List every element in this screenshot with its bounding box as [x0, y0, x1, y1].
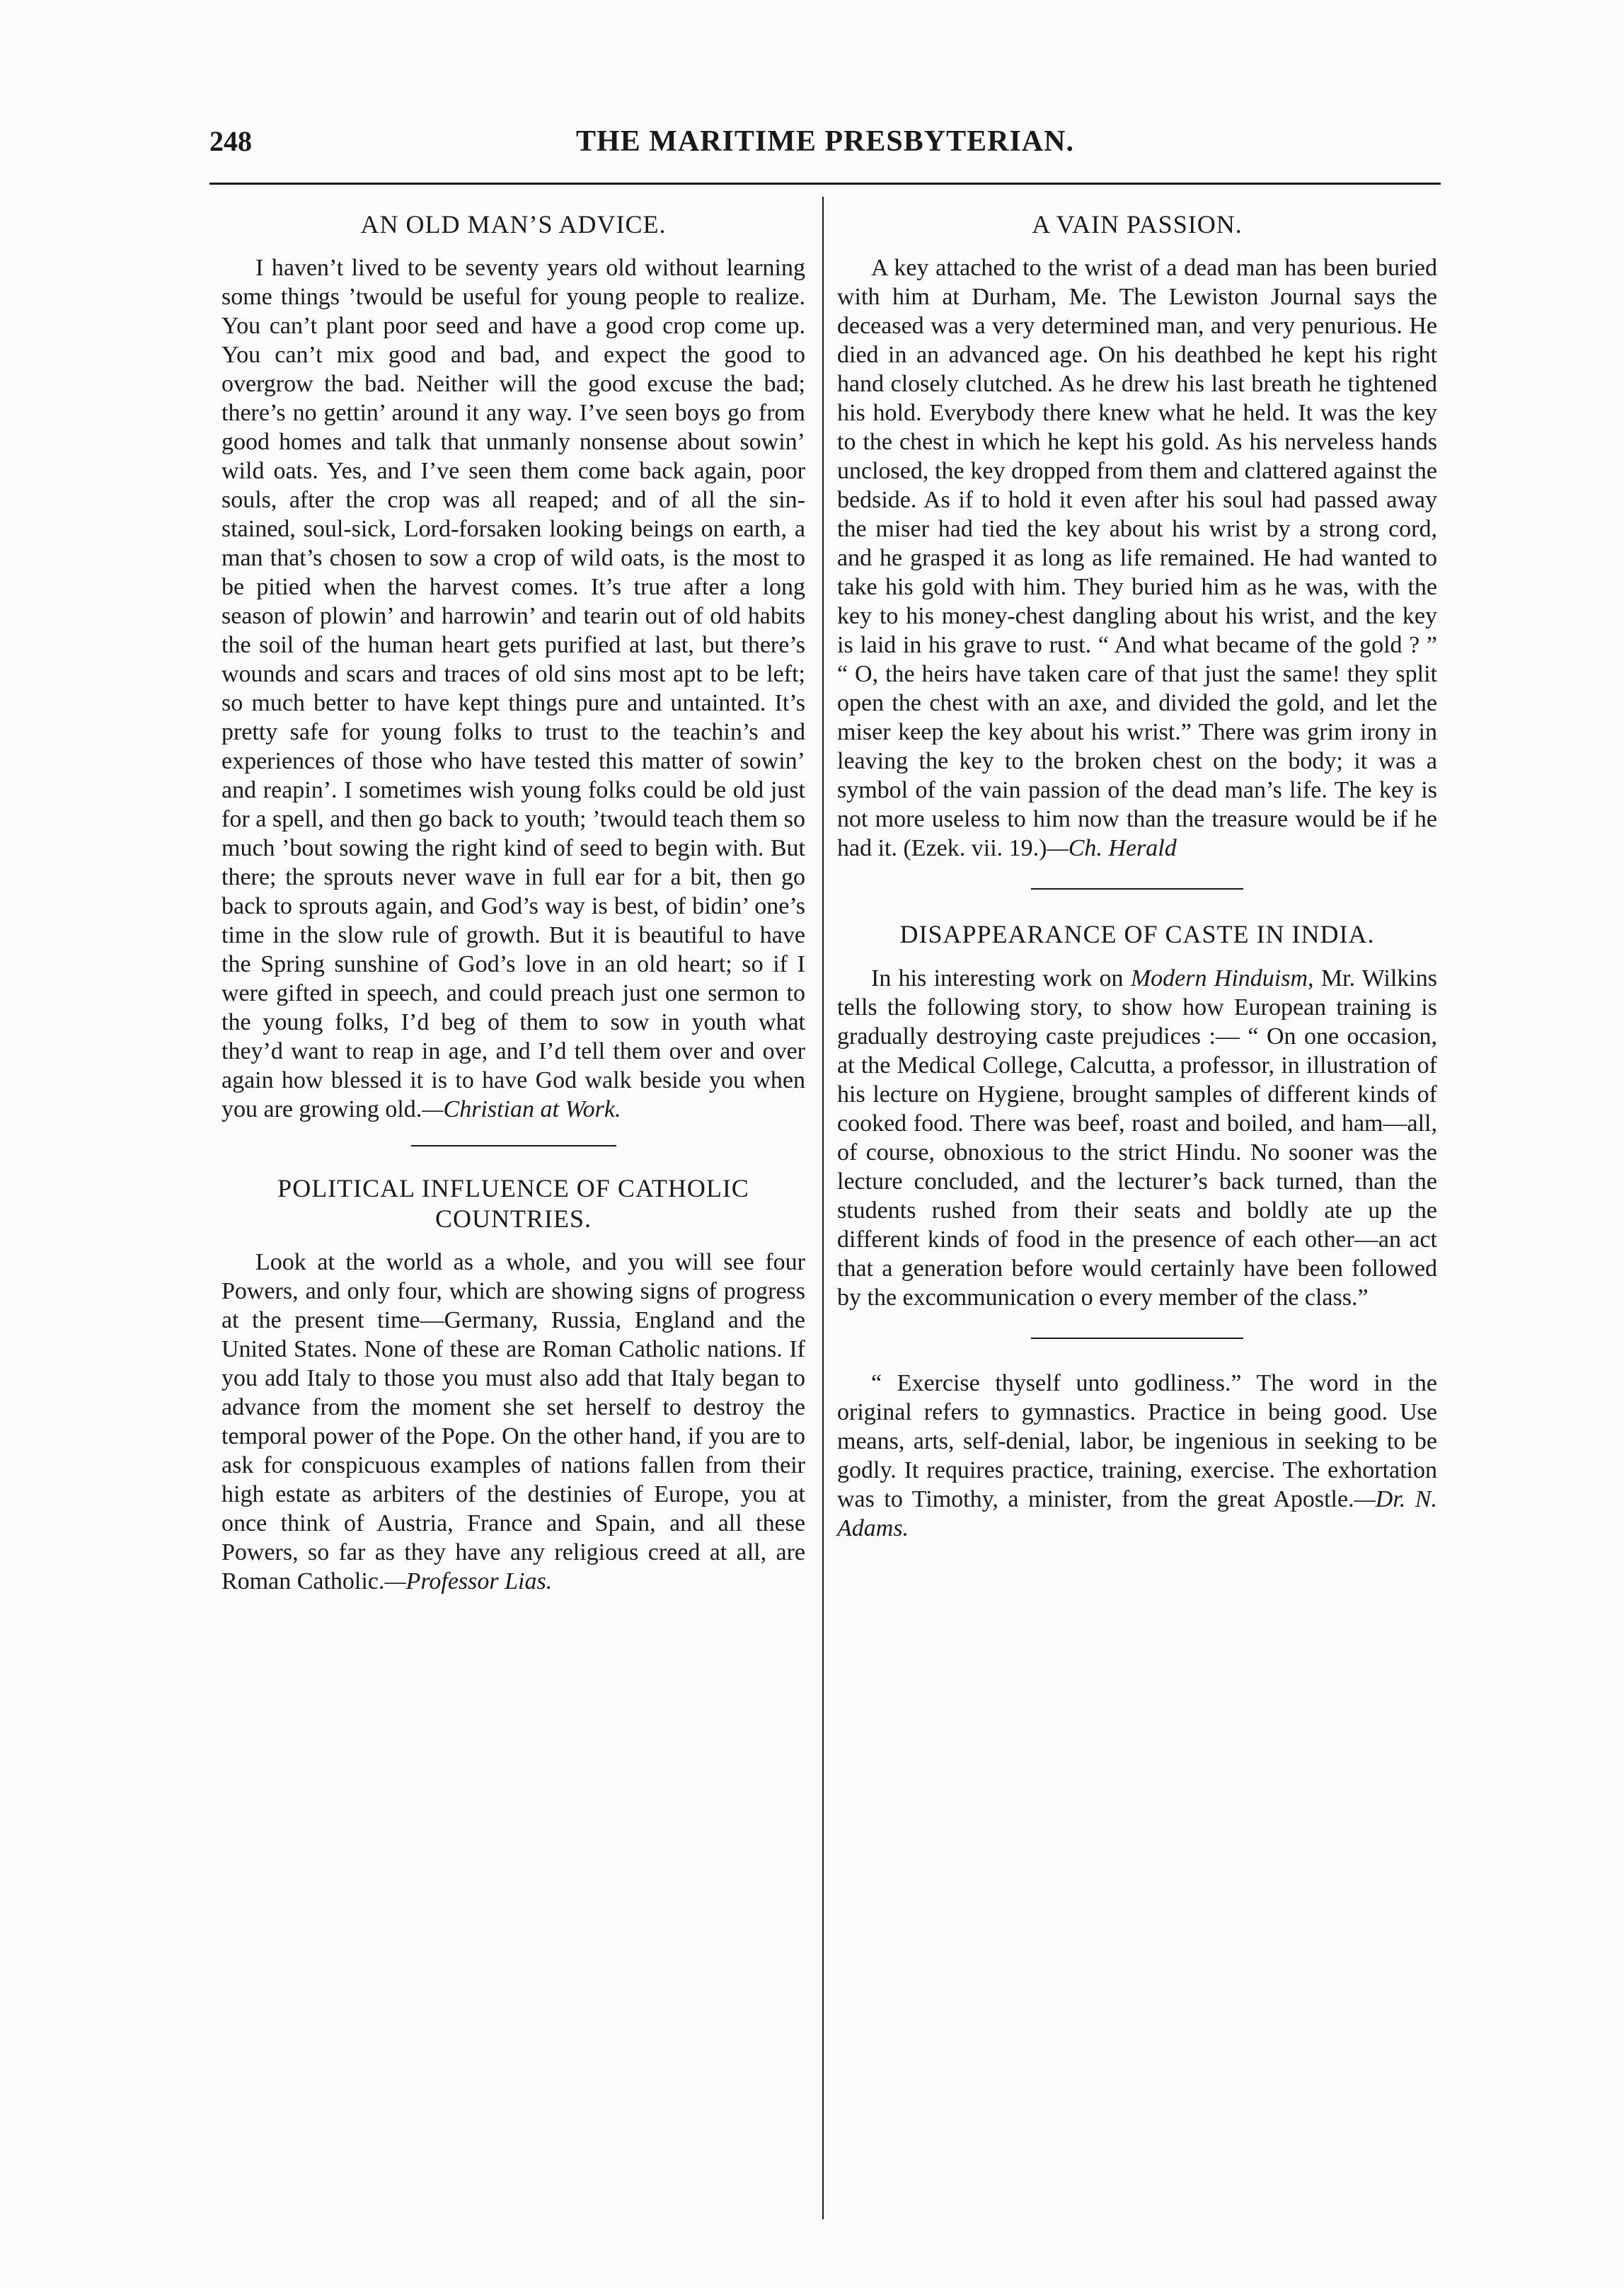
- article-disappearance-of-caste: [837, 919, 1437, 1311]
- running-title: THE MARITIME PRESBYTERIAN.: [576, 125, 1074, 158]
- section-rule: [411, 1145, 616, 1146]
- article-attribution: —Christian at Work.: [422, 1096, 621, 1123]
- column-divider: [822, 197, 824, 2219]
- article-attribution: —Professor Lias.: [384, 1568, 553, 1595]
- right-column: [837, 205, 1437, 1543]
- article-body: [837, 964, 1437, 1312]
- book-title: Modern Hinduism: [1130, 965, 1308, 991]
- article-text: “ Exercise thyself unto godliness.” The word in the original refers to gymnastics. Practice in being good. Use means, arts, self-denial, labor, be ingenious in seeking to be godly. It requires practice, training, exercise. The exhortation was to Timothy, a minister, from the great Apostle.: [837, 1369, 1437, 1512]
- article-text: A key attached to the wrist of a dead man has been buried with him at Durham, Me. The Lewiston Journal says the deceased was a very determined man, and very penurious. He died in an advanced age. On his deathbed he kept his right hand closely clutched. As he drew his last breath he tightened his hold. Everybody there knew what he held. It was the key to the chest in which he kept his gold. As his nerveless hands unclosed, the key dropped from them and clattered against the bedside. As if to hold it even after his soul had passed away the miser had tied the key about his wrist by a strong cord, and he grasped it as long as life remained. He had wanted to take his gold with him. They buried him as he was, with the key to his money-chest dangling about his wrist, and the key is laid in his grave to rust. “ And what became of the gold ? ” “ O, the heirs have taken care of that just the same! they split open the chest with an axe, and divided the gold, and let the miser keep the key about his wrist.” There was grim irony in leaving the key to the broken chest on the body; it was a symbol of the vain passion of the dead man’s life. The key is not more useless to him now than the treasure would be if he had it. (Ezek. vii. 19.): [837, 255, 1437, 862]
- article-title: POLITICAL INFLUENCE OF CATHOLIC COUNTRIES.: [277, 1174, 749, 1233]
- page-header: [209, 125, 1441, 167]
- header-rule: [209, 183, 1441, 185]
- article-text: Look at the world as a whole, and you will see four Powers, and only four, which are showing signs of progress at the present time—Germany, Russia, England and the United States. None of these are Roman Catholic nations. If you add Italy to those you must also add that Italy began to advance from the moment she set herself to destroy the temporal power of the Pope. On the other hand, if you are to ask for conspicuous examples of nations fallen from their high estate as arbiters of the destinies of Europe, you at once think of Austria, France and Spain, and all these Powers, so far as they have any religious creed at all, are Roman Catholic.: [221, 1249, 805, 1595]
- page-number: 248: [209, 125, 252, 157]
- article-body: [837, 1369, 1437, 1543]
- section-rule: [1031, 1338, 1243, 1339]
- article-exercise-godliness: [837, 1369, 1437, 1543]
- article-text: I haven’t lived to be seventy years old without learning some things ’twould be useful for young people to realize. You can’t plant poor seed and have a good crop come up. You can’t mix good and bad, and expect the good to overgrow the bad. Neither will the good excuse the bad; there’s no gettin’ around it any way. I’ve seen boys go from good homes and talk that unmanly nonsense about sowin’ wild oats. Yes, and I’ve seen them come back again, poor souls, after the crop was all reaped; and of all the sin-stained, soul-sick, Lord-forsaken looking beings on earth, a man that’s chosen to sow a crop of wild oats, is the most to be pitied when the harvest comes. It’s true after a long season of plowin’ and harrowin’ and tearin out of old habits the soil of the human heart gets purified at last, but there’s wounds and scars and traces of old sins most apt to be left; so much better to have kept things pure and untainted. It’s pretty safe for young folks to trust to the teachin’s and experiences of those who have tested this matter of sowin’ and reapin’. I sometimes wish young folks could be old just for a spell, and then go back to youth; ’twould teach them so much ’bout sowing the right kind of seed to begin with. But there; the sprouts never wave in full ear for a bit, then go back to sprouts again, and God’s way is best, of bidin’ one’s time in the slow rule of growth. But it is beautiful to have the Spring sunshine of God’s love in an old heart; so if I were gifted in speech, and could preach just one sermon to the young folks, I’d beg of them to sow in youth what they’d want to reap in age, and I’d tell them over and over again how blessed it is to have God walk beside you when you are growing old.: [221, 255, 805, 1123]
- article-old-mans-advice: [221, 209, 805, 1124]
- section-rule: [1031, 888, 1243, 890]
- article-vain-passion: [837, 209, 1437, 863]
- article-attribution: —Dr. N. Adams.: [837, 1485, 1437, 1541]
- article-body: [221, 1248, 805, 1596]
- article-text: , Mr. Wilkins tells the following story, to show how European training is gradually destroying caste prejudices :— “ On one occasion, at the Medical College, Calcutta, a professor, in illustration of his lecture on Hygiene, brought samples of different kinds of cooked food. There was beef, roast and boiled, and ham—all, of course, obnoxious to the strict Hindu. No sooner was the lecture concluded, and the lecturer’s back turned, than the students rushed from their seats and boldly ate up the different kinds of food in the presence of each other—an act that a generation before would certainly have been followed by the excommunication o every member of the class.”: [837, 965, 1437, 1311]
- article-text-intro: In his interesting work on: [871, 965, 1131, 991]
- article-attribution: —Ch. Herald: [1047, 835, 1177, 862]
- article-title: A VAIN PASSION.: [1032, 210, 1243, 238]
- article-body: [837, 253, 1437, 863]
- article-title: AN OLD MAN’S ADVICE.: [360, 210, 667, 238]
- article-body: [221, 253, 805, 1124]
- article-political-influence: [221, 1173, 805, 1596]
- article-title: DISAPPEARANCE OF CASTE IN INDIA.: [899, 920, 1375, 949]
- left-column: [221, 205, 805, 1596]
